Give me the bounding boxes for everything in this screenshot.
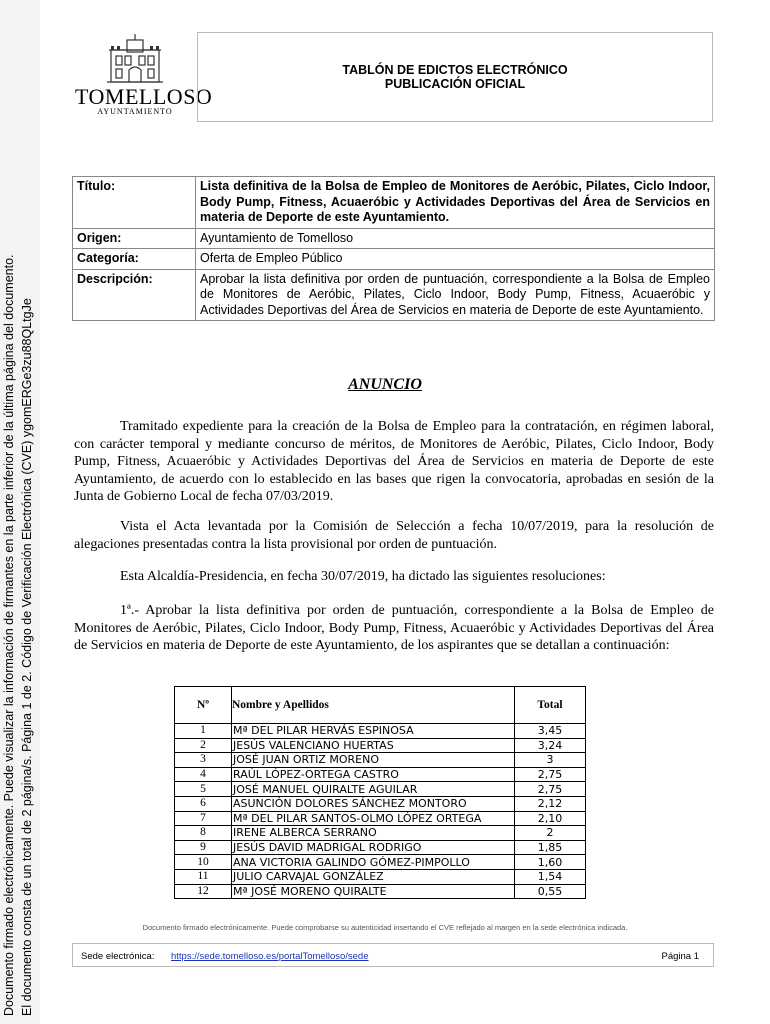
row-name: JESÚS VALENCIANO HUERTAS xyxy=(232,738,515,753)
categoria-value: Oferta de Empleo Público xyxy=(196,249,715,270)
row-number: 11 xyxy=(175,869,232,884)
sede-label: Sede electrónica: xyxy=(81,951,155,962)
meta-row-descripcion xyxy=(73,269,715,321)
row-total: 1,85 xyxy=(515,840,586,855)
descripcion-value: Aprobar la lista definitiva por orden de puntuación, correspondiente a la Bolsa de Empleo de Monitores de Aeróbic, Pilates, Ciclo Indoor, Body Pump, Fitness, Acuaeróbic y Actividades Deportivas del Área de Servicios en materia de Deporte de este Ayuntamiento. xyxy=(196,269,715,321)
row-number: 6 xyxy=(175,796,232,811)
table-row xyxy=(175,869,586,884)
row-name: ASUNCIÓN DOLORES SÁNCHEZ MONTORO xyxy=(232,796,515,811)
table-row xyxy=(175,840,586,855)
row-number: 5 xyxy=(175,782,232,797)
row-name: JULIO CARVAJAL GONZÁLEZ xyxy=(232,869,515,884)
authenticity-footnote: Documento firmado electrónicamente. Puede comprobarse su autenticidad insertando el CVE reflejado al margen en la sede electrónica indicada. xyxy=(142,923,628,932)
row-name: Mª JOSÉ MORENO QUIRALTE xyxy=(232,884,515,899)
row-number: 12 xyxy=(175,884,232,899)
anuncio-heading: ANUNCIO xyxy=(348,376,422,393)
meta-row-categoria xyxy=(73,249,715,270)
row-name: JESÚS DAVID MADRIGAL RODRIGO xyxy=(232,840,515,855)
row-name: JOSÉ JUAN ORTIZ MORENO xyxy=(232,753,515,768)
row-number: 9 xyxy=(175,840,232,855)
paragraph-4: 1ª.- Aprobar la lista definitiva por orden de puntuación, correspondiente a la Bolsa de Empleo de Monitores de Aeróbic, Pilates, Ciclo Indoor, Body Pump, Fitness, Acuaeróbic y Actividades Deportivas del Área de Servicios en materia de Deporte de este Ayuntamiento, de los aspirantes que se detallan a continuación: xyxy=(74,603,714,653)
sede-link[interactable]: https://sede.tomelloso.es/portalTomelloso/sede xyxy=(171,951,369,962)
descripcion-label: Descripción: xyxy=(73,269,196,321)
metadata-table xyxy=(72,176,715,321)
candidates-header-row xyxy=(175,687,586,724)
row-total: 2,75 xyxy=(515,782,586,797)
row-name: RAÚL LÓPEZ-ORTEGA CASTRO xyxy=(232,767,515,782)
header-total: Total xyxy=(515,687,586,724)
row-number: 4 xyxy=(175,767,232,782)
side-cve-note: El documento consta de un total de 2 página/s. Página 1 de 2. Código de Verificación Electrónica (CVE) ygomERGe3zu88QLtgJe xyxy=(20,298,34,1016)
categoria-label: Categoría: xyxy=(73,249,196,270)
titulo-label: Título: xyxy=(73,177,196,229)
row-total: 2 xyxy=(515,826,586,841)
candidates-body xyxy=(175,724,586,899)
row-name: JOSÉ MANUEL QUIRALTE AGUILAR xyxy=(232,782,515,797)
header-box xyxy=(197,32,713,122)
meta-row-origen xyxy=(73,228,715,249)
row-name: ANA VICTORIA GALINDO GÓMEZ-PIMPOLLO xyxy=(232,855,515,870)
paragraph-2: Vista el Acta levantada por la Comisión de Selección a fecha 10/07/2019, para la resolución de alegaciones presentadas contra la lista provisional por orden de puntuación. xyxy=(74,519,714,552)
row-total: 2,10 xyxy=(515,811,586,826)
row-total: 0,55 xyxy=(515,884,586,899)
town-hall-emblem-icon xyxy=(105,34,165,86)
table-row xyxy=(175,811,586,826)
row-name: Mª DEL PILAR HERVÁS ESPINOSA xyxy=(232,724,515,739)
header-name: Nombre y Apellidos xyxy=(232,687,515,724)
origen-value: Ayuntamiento de Tomelloso xyxy=(196,228,715,249)
table-row xyxy=(175,767,586,782)
row-total: 3 xyxy=(515,753,586,768)
logo-subtitle: AYUNTAMIENTO xyxy=(97,107,173,116)
header-title: TABLÓN DE EDICTOS ELECTRÓNICO xyxy=(342,63,568,77)
row-number: 10 xyxy=(175,855,232,870)
tomelloso-logo xyxy=(75,34,213,124)
paragraph-3: Esta Alcaldía-Presidencia, en fecha 30/07/2019, ha dictado las siguientes resoluciones: xyxy=(120,569,606,584)
row-number: 2 xyxy=(175,738,232,753)
row-number: 3 xyxy=(175,753,232,768)
side-margin xyxy=(0,0,40,1024)
row-name: Mª DEL PILAR SANTOS-OLMO LÓPEZ ORTEGA xyxy=(232,811,515,826)
row-number: 7 xyxy=(175,811,232,826)
side-signature-note: Documento firmado electrónicamente. Puede visualizar la información de firmantes en la parte inferior de la última página del documento. xyxy=(2,254,16,1016)
table-row xyxy=(175,796,586,811)
table-row xyxy=(175,782,586,797)
row-total: 1,60 xyxy=(515,855,586,870)
origen-label: Origen: xyxy=(73,228,196,249)
table-row xyxy=(175,753,586,768)
table-row xyxy=(175,884,586,899)
header-number: Nº xyxy=(175,687,232,724)
candidates-table xyxy=(174,686,586,899)
paragraph-1: Tramitado expediente para la creación de la Bolsa de Empleo para la contratación, en régimen laboral, con carácter temporal y mediante concurso de méritos, de Monitores de Aeróbic, Pilates, Ciclo Indoor, Body Pump, Fitness, Acuaeróbic y Actividades Deportivas del Área de Servicios en materia de Deporte de este Ayuntamiento, de acuerdo con lo establecido en las bases que rigen la convocatoria, aprobadas en sesión de la Junta de Gobierno Local de fecha 07/03/2019. xyxy=(74,419,714,504)
row-number: 8 xyxy=(175,826,232,841)
row-total: 2,12 xyxy=(515,796,586,811)
row-total: 3,45 xyxy=(515,724,586,739)
row-name: IRENE ALBERCA SERRANO xyxy=(232,826,515,841)
meta-row-titulo xyxy=(73,177,715,229)
row-total: 1,54 xyxy=(515,869,586,884)
table-row xyxy=(175,724,586,739)
page-footer xyxy=(72,943,714,967)
table-row xyxy=(175,855,586,870)
row-number: 1 xyxy=(175,724,232,739)
row-total: 3,24 xyxy=(515,738,586,753)
table-row xyxy=(175,826,586,841)
header-subtitle: PUBLICACIÓN OFICIAL xyxy=(384,77,526,91)
table-row xyxy=(175,738,586,753)
titulo-value: Lista definitiva de la Bolsa de Empleo de Monitores de Aeróbic, Pilates, Ciclo Indoor, Body Pump, Fitness, Acuaeróbic y Actividades Deportivas del Área de Servicios en materia de Deporte de este Ayuntamiento. xyxy=(196,177,715,229)
logo-name: TOMELLOSO xyxy=(75,84,213,109)
row-total: 2,75 xyxy=(515,767,586,782)
page-number: Página 1 xyxy=(661,951,699,962)
